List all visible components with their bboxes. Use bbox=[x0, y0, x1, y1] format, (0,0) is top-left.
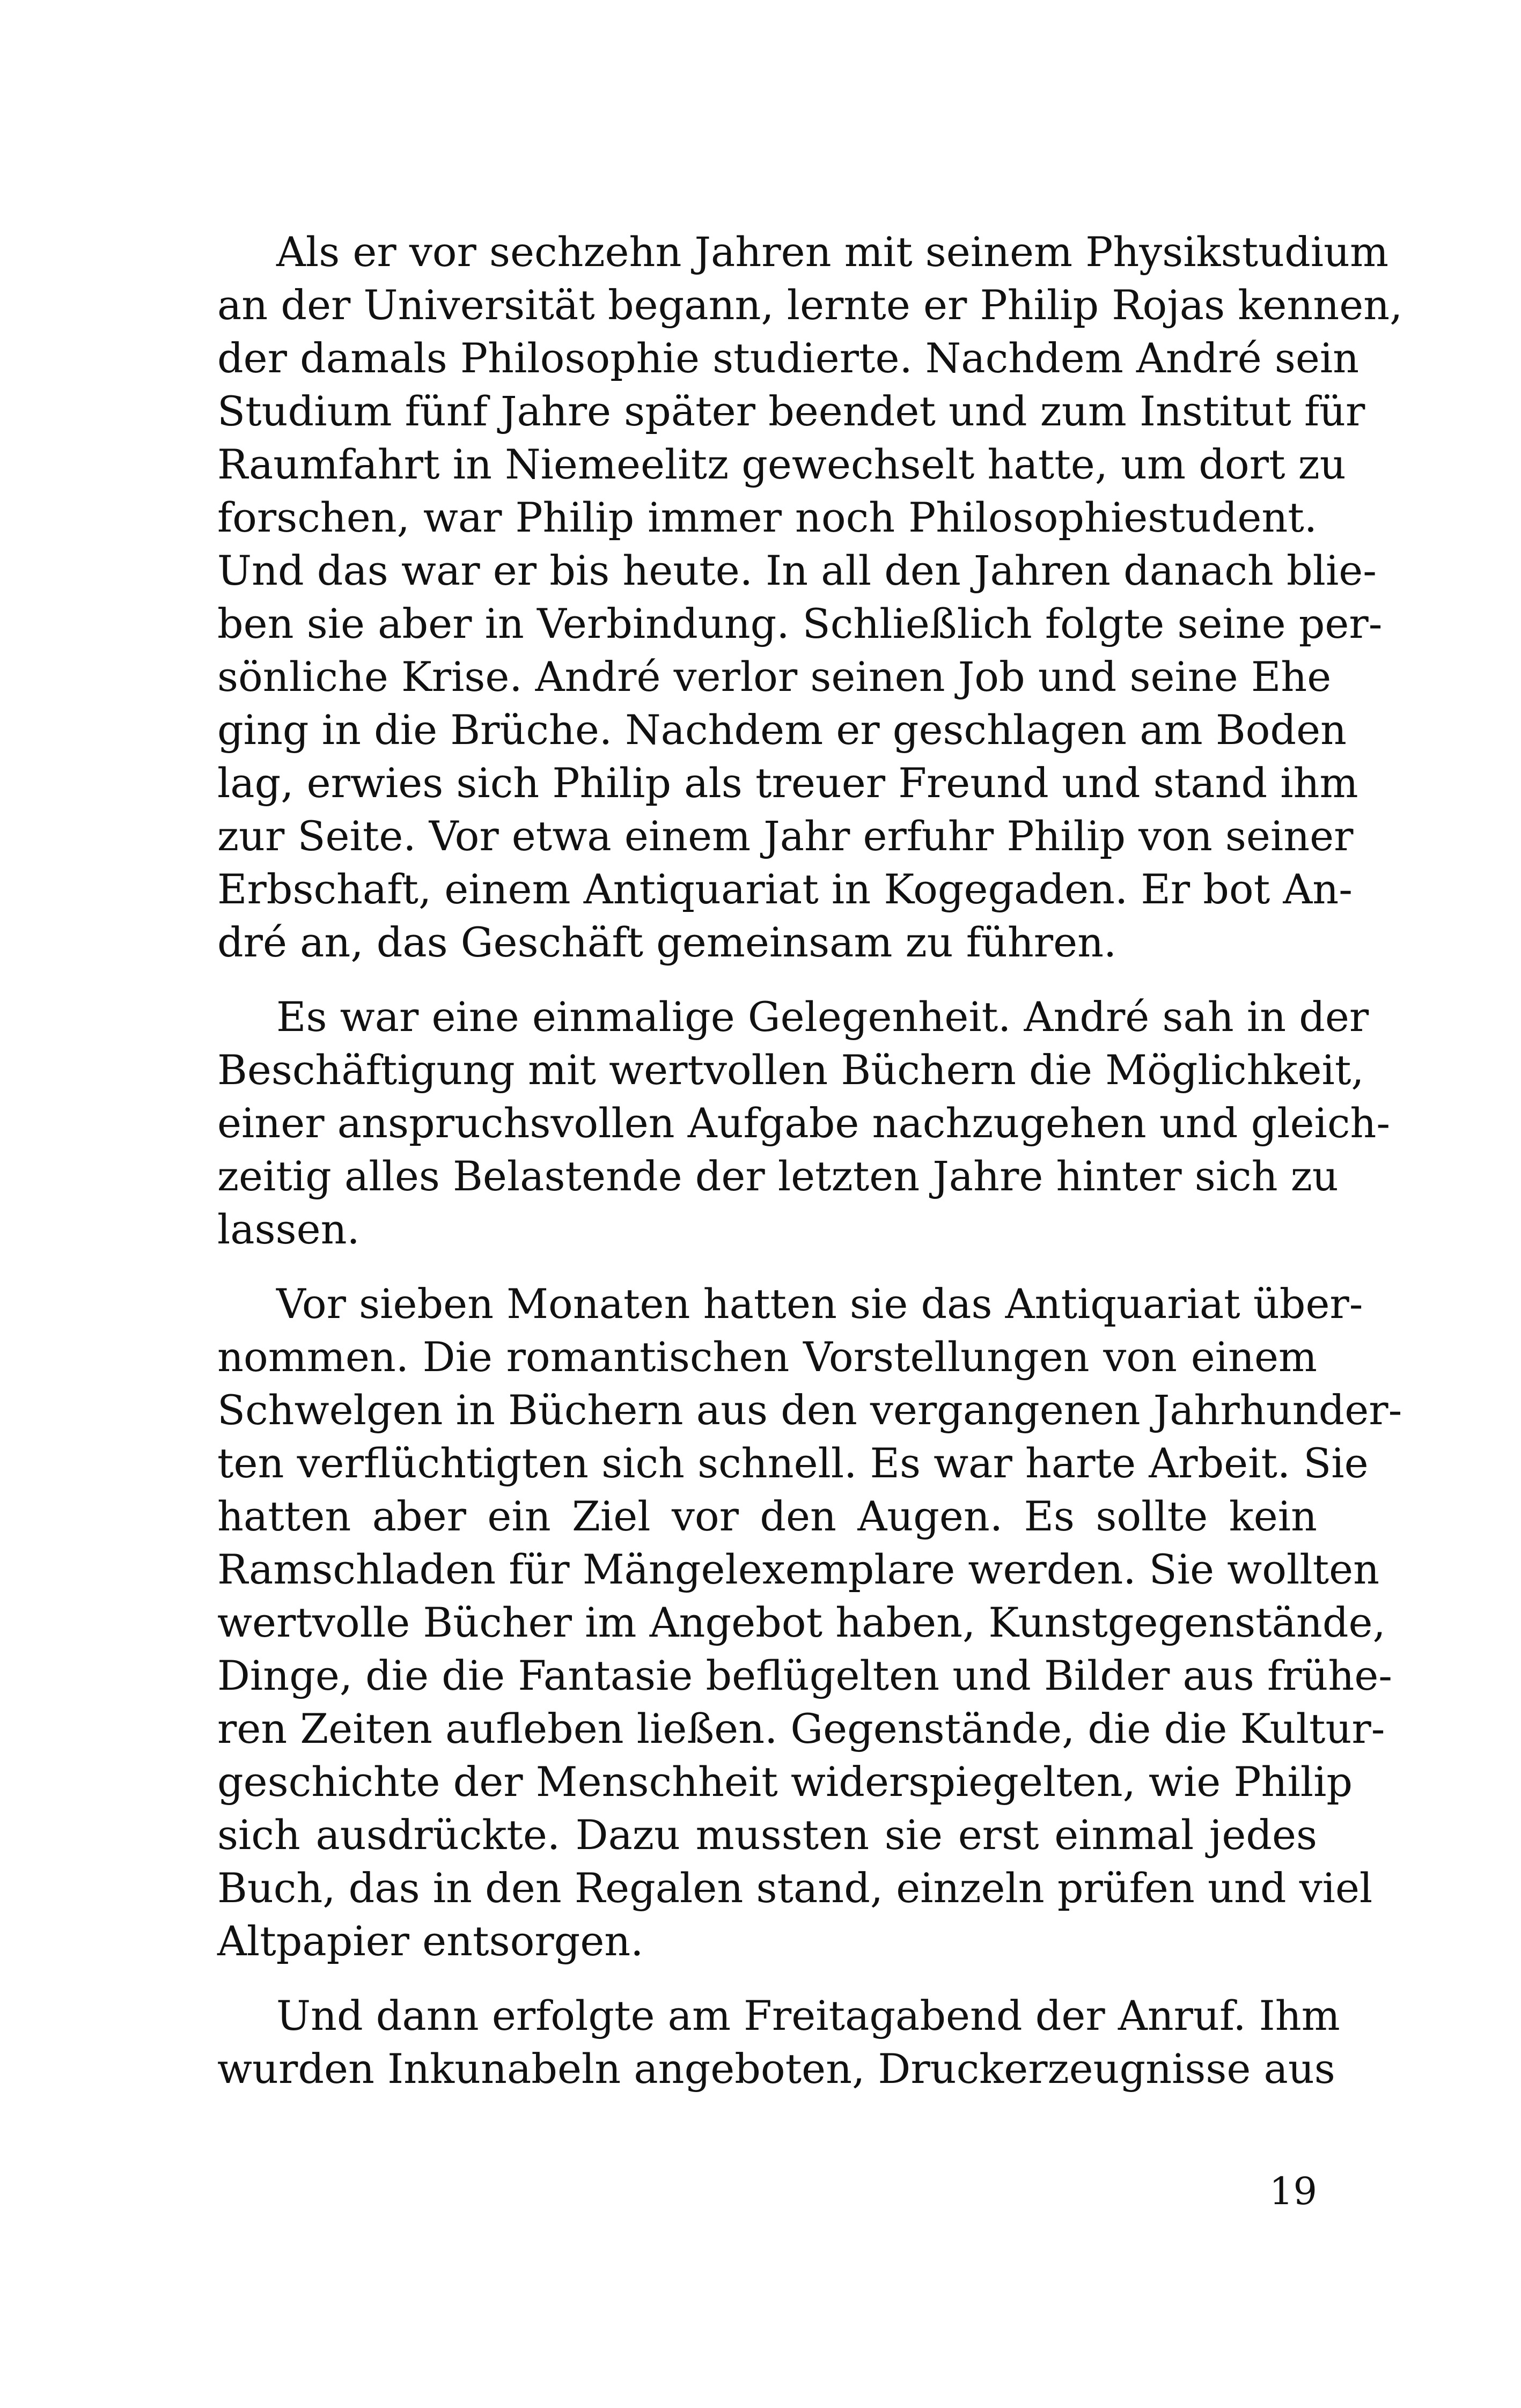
text-line: Studium fünf Jahre später beendet und zum Institut für bbox=[217, 387, 1365, 435]
paragraph-1 bbox=[217, 225, 1403, 969]
page-number: 19 bbox=[1269, 2169, 1317, 2213]
text-line: ging in die Brüche. Nachdem er geschlagen am Boden bbox=[217, 706, 1347, 754]
text-line: Buch, das in den Regalen stand, einzeln prüfen und viel bbox=[217, 1864, 1373, 1912]
text-line: zeitig alles Belastende der letzten Jahre hinter sich zu bbox=[217, 1152, 1339, 1200]
text-line: lag, erwies sich Philip als treuer Freund und stand ihm bbox=[217, 759, 1358, 807]
text-line: einer anspruchsvollen Aufgabe nachzugehen und gleich- bbox=[217, 1099, 1391, 1147]
text-line: lassen. bbox=[217, 1205, 360, 1253]
text-line: Ramschladen für Mängelexemplare werden. Sie wollten bbox=[217, 1545, 1380, 1593]
text-line: der damals Philosophie studierte. Nachdem André sein bbox=[217, 334, 1360, 382]
text-line: Erbschaft, einem Antiquariat in Kogegaden. Er bot An- bbox=[217, 865, 1353, 913]
paragraph-gap bbox=[217, 969, 1317, 990]
text-line: nommen. Die romantischen Vorstellungen von einem bbox=[217, 1333, 1317, 1381]
text-line: geschichte der Menschheit widerspiegelten, wie Philip bbox=[217, 1758, 1353, 1806]
text-line: dré an, das Geschäft gemeinsam zu führen. bbox=[217, 918, 1117, 966]
text-line: ben sie aber in Verbindung. Schließlich folgte seine per- bbox=[217, 600, 1383, 647]
text-line: Dinge, die die Fantasie beflügelten und Bilder aus frühe- bbox=[217, 1652, 1392, 1699]
text-line: zur Seite. Vor etwa einem Jahr erfuhr Philip von seiner bbox=[217, 812, 1354, 860]
paragraph-2 bbox=[217, 990, 1391, 1256]
text-line: sich ausdrückte. Dazu mussten sie erst einmal jedes bbox=[217, 1811, 1317, 1859]
text-line: Altpapier entsorgen. bbox=[217, 1917, 644, 1965]
text-line: Vor sieben Monaten hatten sie das Antiquariat über- bbox=[276, 1280, 1363, 1328]
text-line: wurden Inkunabeln angeboten, Druckerzeugnisse aus bbox=[217, 2045, 1335, 2093]
body-text bbox=[217, 225, 1403, 2095]
text-line: hatten aber ein Ziel vor den Augen. Es sollte kein bbox=[217, 1492, 1317, 1540]
text-line: Schwelgen in Büchern aus den vergangenen Jahrhunder- bbox=[217, 1386, 1402, 1434]
text-line: ten verflüchtigten sich schnell. Es war harte Arbeit. Sie bbox=[217, 1439, 1369, 1487]
paragraph-4 bbox=[217, 1989, 1340, 2095]
text-line: an der Universität begann, lernte er Philip Rojas kennen, bbox=[217, 281, 1403, 329]
text-line: forschen, war Philip immer noch Philosophiestudent. bbox=[217, 494, 1317, 541]
text-line: Es war eine einmalige Gelegenheit. André sah in der bbox=[276, 993, 1369, 1041]
text-line: ren Zeiten aufleben ließen. Gegenstände, die die Kultur- bbox=[217, 1705, 1385, 1752]
paragraph-gap bbox=[217, 1256, 1317, 1277]
text-line: Und das war er bis heute. In all den Jahren danach blie- bbox=[217, 547, 1377, 594]
text-line: Als er vor sechzehn Jahren mit seinem Physikstudium bbox=[276, 228, 1389, 276]
text-line: Beschäftigung mit wertvollen Büchern die Möglichkeit, bbox=[217, 1046, 1364, 1094]
text-line: wertvolle Bücher im Angebot haben, Kunstgegenstände, bbox=[217, 1599, 1386, 1646]
paragraph-gap bbox=[217, 1968, 1317, 1989]
text-line: sönliche Krise. André verlor seinen Job und seine Ehe bbox=[217, 653, 1332, 701]
text-line: Und dann erfolgte am Freitagabend der Anruf. Ihm bbox=[276, 1992, 1340, 2039]
paragraph-3 bbox=[217, 1277, 1402, 1968]
text-line: Raumfahrt in Niemeelitz gewechselt hatte, um dort zu bbox=[217, 440, 1346, 488]
